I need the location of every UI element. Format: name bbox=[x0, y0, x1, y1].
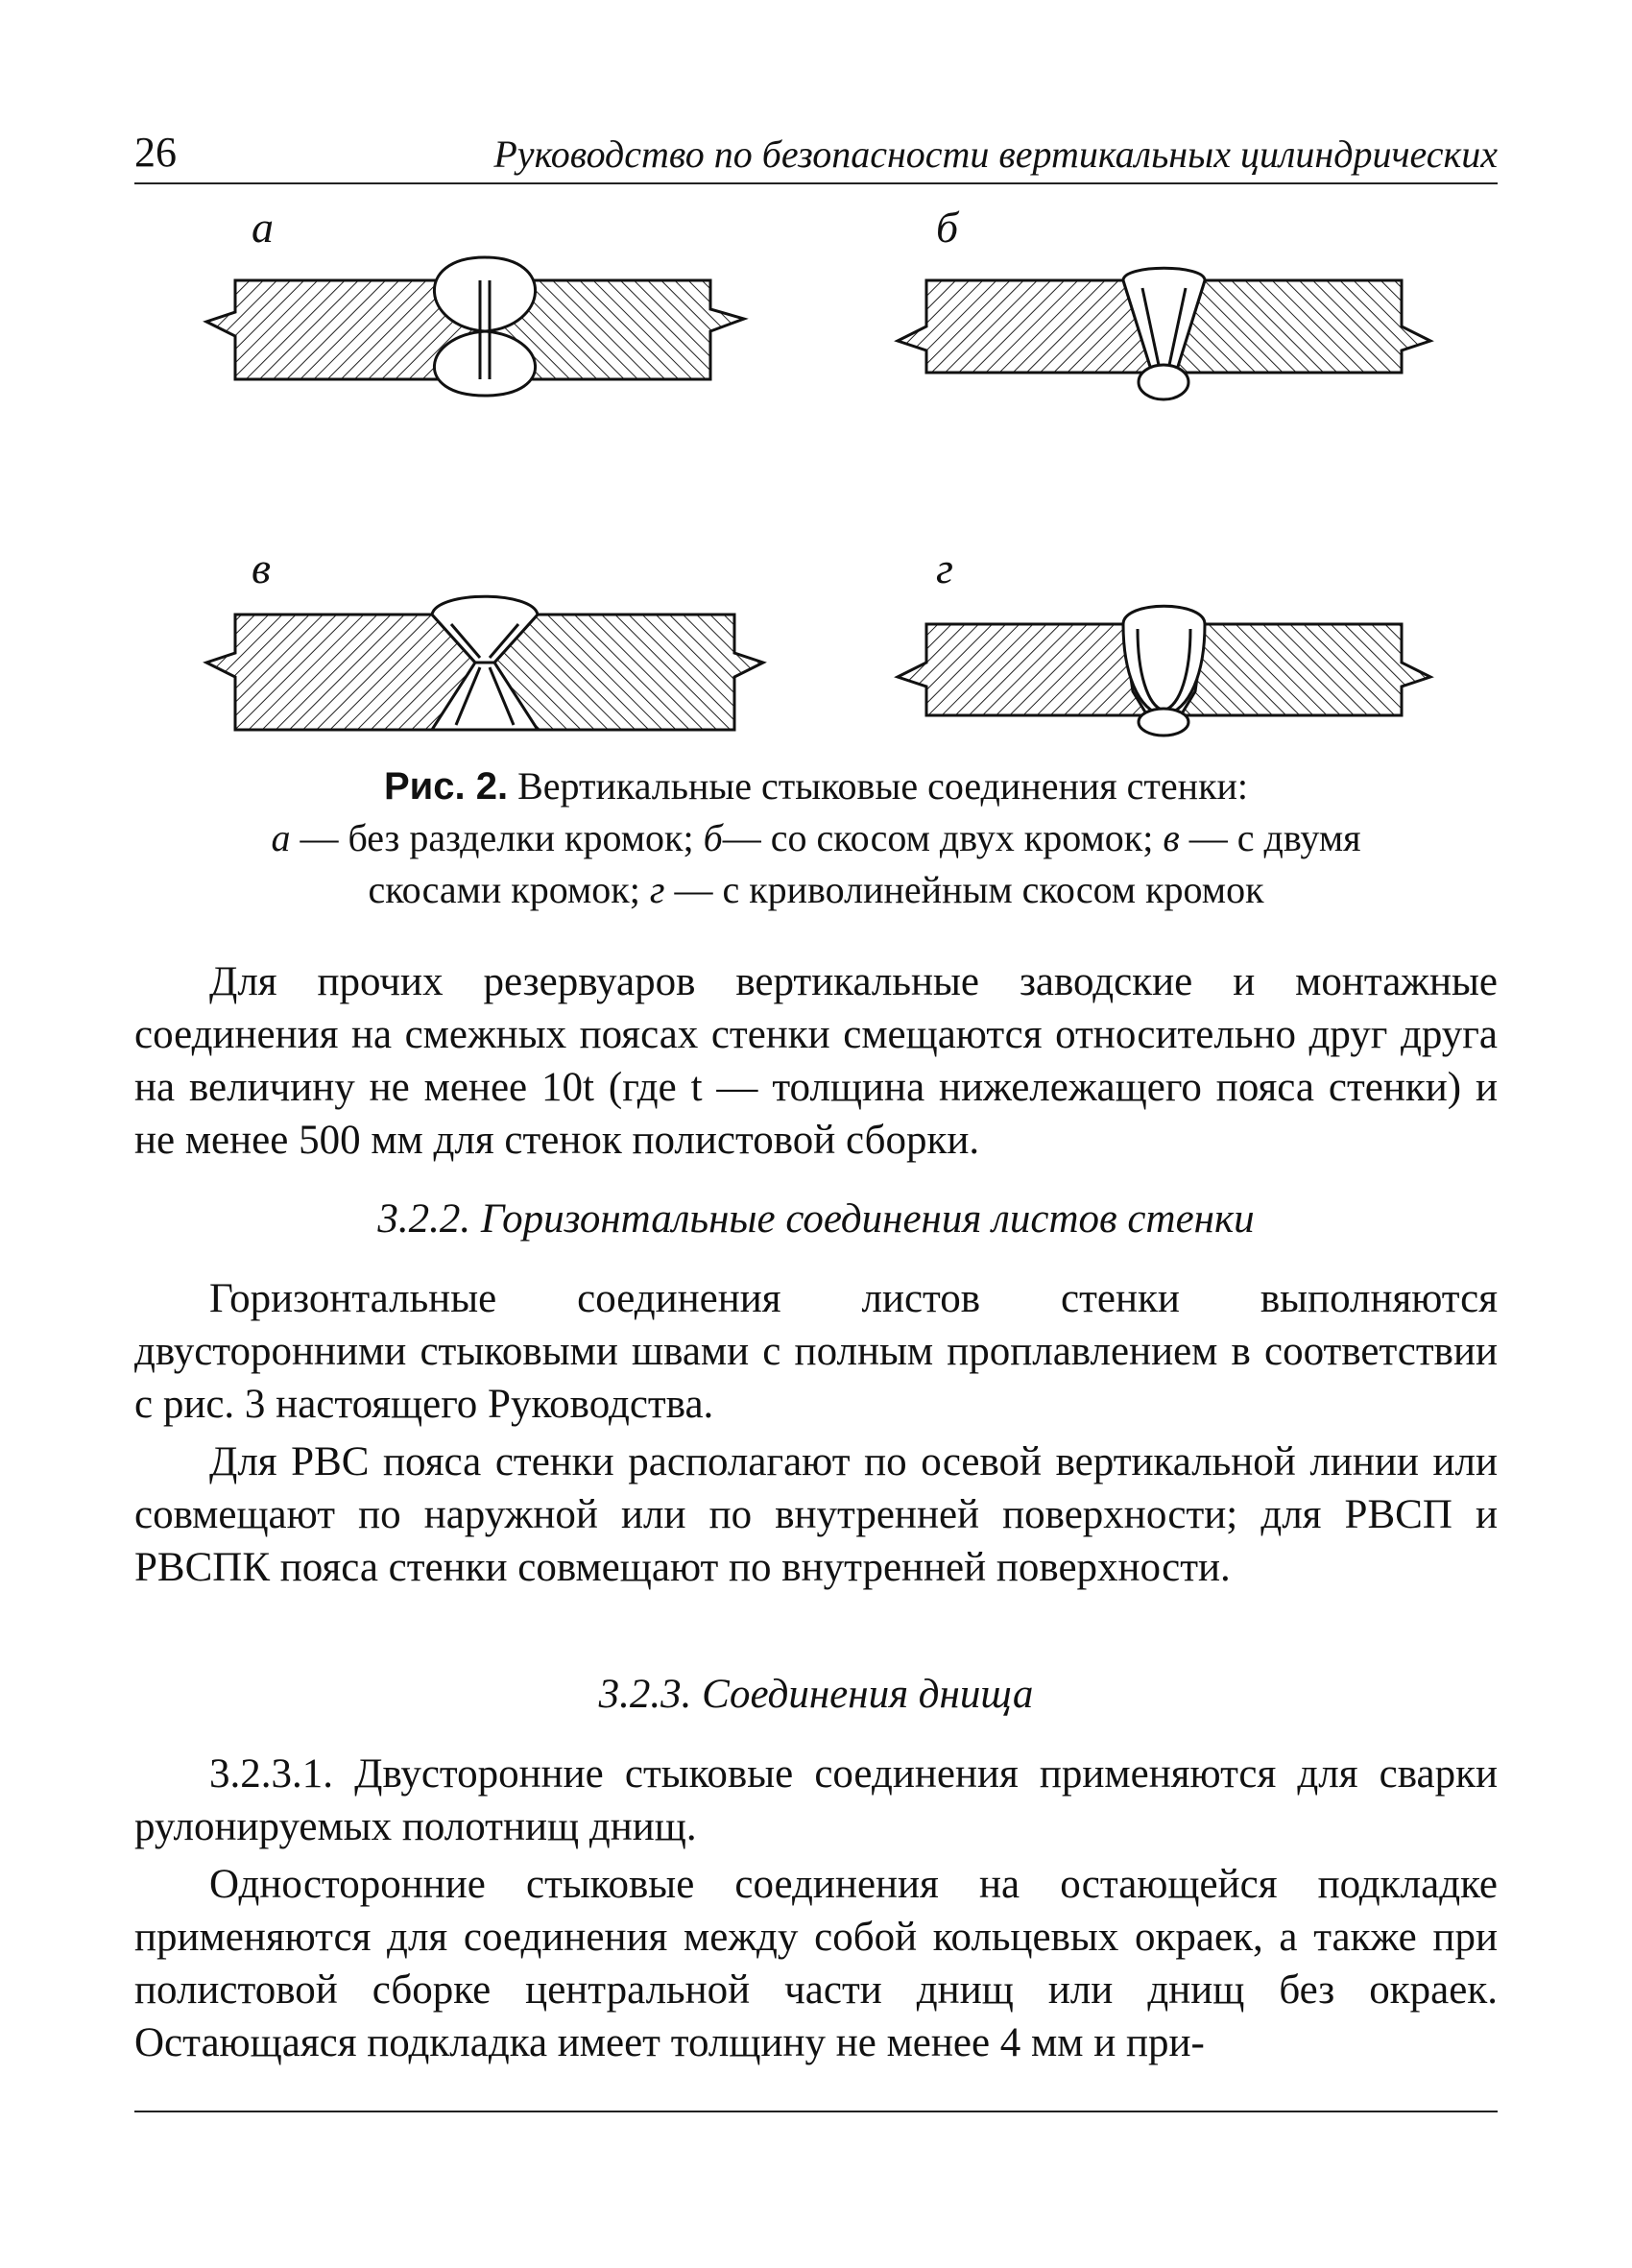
caption-letter-a: а bbox=[271, 816, 291, 859]
heading-3-2-2: 3.2.2. Горизонтальные соединения листов стенки bbox=[377, 1196, 1255, 1242]
caption-line3: скосами кромок; bbox=[368, 868, 640, 911]
body-paragraph-4-block bbox=[134, 1748, 1498, 1853]
body-paragraph-1-block bbox=[134, 955, 1498, 1167]
body-paragraph-2: Горизонтальные соединения листов стенки выполняются двусторонними стыковыми швами с полным проплавлением в соответствии с рис. 3 настоящего Руководства. bbox=[134, 1276, 1498, 1427]
panel-label-c: в bbox=[252, 543, 271, 592]
body-paragraph-5-block bbox=[134, 1858, 1498, 2069]
caption-letter-d: г bbox=[649, 868, 665, 911]
caption-text-c: — с двумя bbox=[1188, 816, 1361, 859]
body-paragraph-5: Односторонние стыковые соединения на остающейся подкладке применяются для соединения между собой кольцевых окраек, а также при полистовой сборке центральной части днищ или днищ без окраек. Остающаяся подкладка имеет толщину не менее 4 мм и при- bbox=[134, 1862, 1498, 2065]
caption-letter-c: в bbox=[1163, 816, 1180, 859]
caption-title: Вертикальные стыковые соединения стенки: bbox=[517, 764, 1249, 808]
panel-label-a: а bbox=[252, 203, 274, 252]
joint-b-single-v bbox=[898, 268, 1430, 399]
joint-d-u-groove bbox=[898, 606, 1430, 736]
joint-c-double-v bbox=[206, 596, 763, 730]
body-paragraph-3-block bbox=[134, 1436, 1498, 1594]
caption-text-d: — с криволинейным скосом кромок bbox=[674, 868, 1264, 911]
panel-label-d: г bbox=[936, 543, 953, 592]
caption-text-a: — без разделки кромок; bbox=[300, 816, 694, 859]
caption-number: Рис. 2. bbox=[383, 765, 509, 808]
page-number: 26 bbox=[134, 129, 177, 176]
joint-a-no-bevel bbox=[206, 257, 744, 396]
heading-3-2-3: 3.2.3. Соединения днища bbox=[598, 1672, 1034, 1717]
weld-drawings bbox=[0, 0, 1632, 759]
body-paragraph-3: Для РВС пояса стенки располагают по осевой вертикальной линии или совмещают по наружной или по внутренней поверхности; для РВСП и РВСПК пояса стенки совмещают по внутренней поверхности. bbox=[134, 1439, 1498, 1590]
figure-caption bbox=[134, 760, 1498, 916]
footer-rule bbox=[134, 2111, 1498, 2112]
running-title: Руководство по безопасности вертикальных цилиндрических bbox=[493, 133, 1498, 176]
body-paragraph-1: Для прочих резервуаров вертикальные заводские и монтажные соединения на смежных поясах стенки смещаются относительно друг друга на величину не менее 10t (где t — толщина нижележащего пояса стенки) и не менее 500 мм для стенок полистовой сборки. bbox=[134, 959, 1498, 1163]
panel-label-b: б bbox=[936, 203, 959, 252]
caption-text-b: — со скосом двух кромок; bbox=[722, 816, 1154, 859]
body-paragraph-2-block bbox=[134, 1272, 1498, 1431]
caption-letter-b: б bbox=[703, 816, 723, 859]
body-paragraph-4: 3.2.3.1. Двусторонние стыковые соединения применяются для сварки рулонируемых полотнищ днищ. bbox=[134, 1751, 1498, 1849]
